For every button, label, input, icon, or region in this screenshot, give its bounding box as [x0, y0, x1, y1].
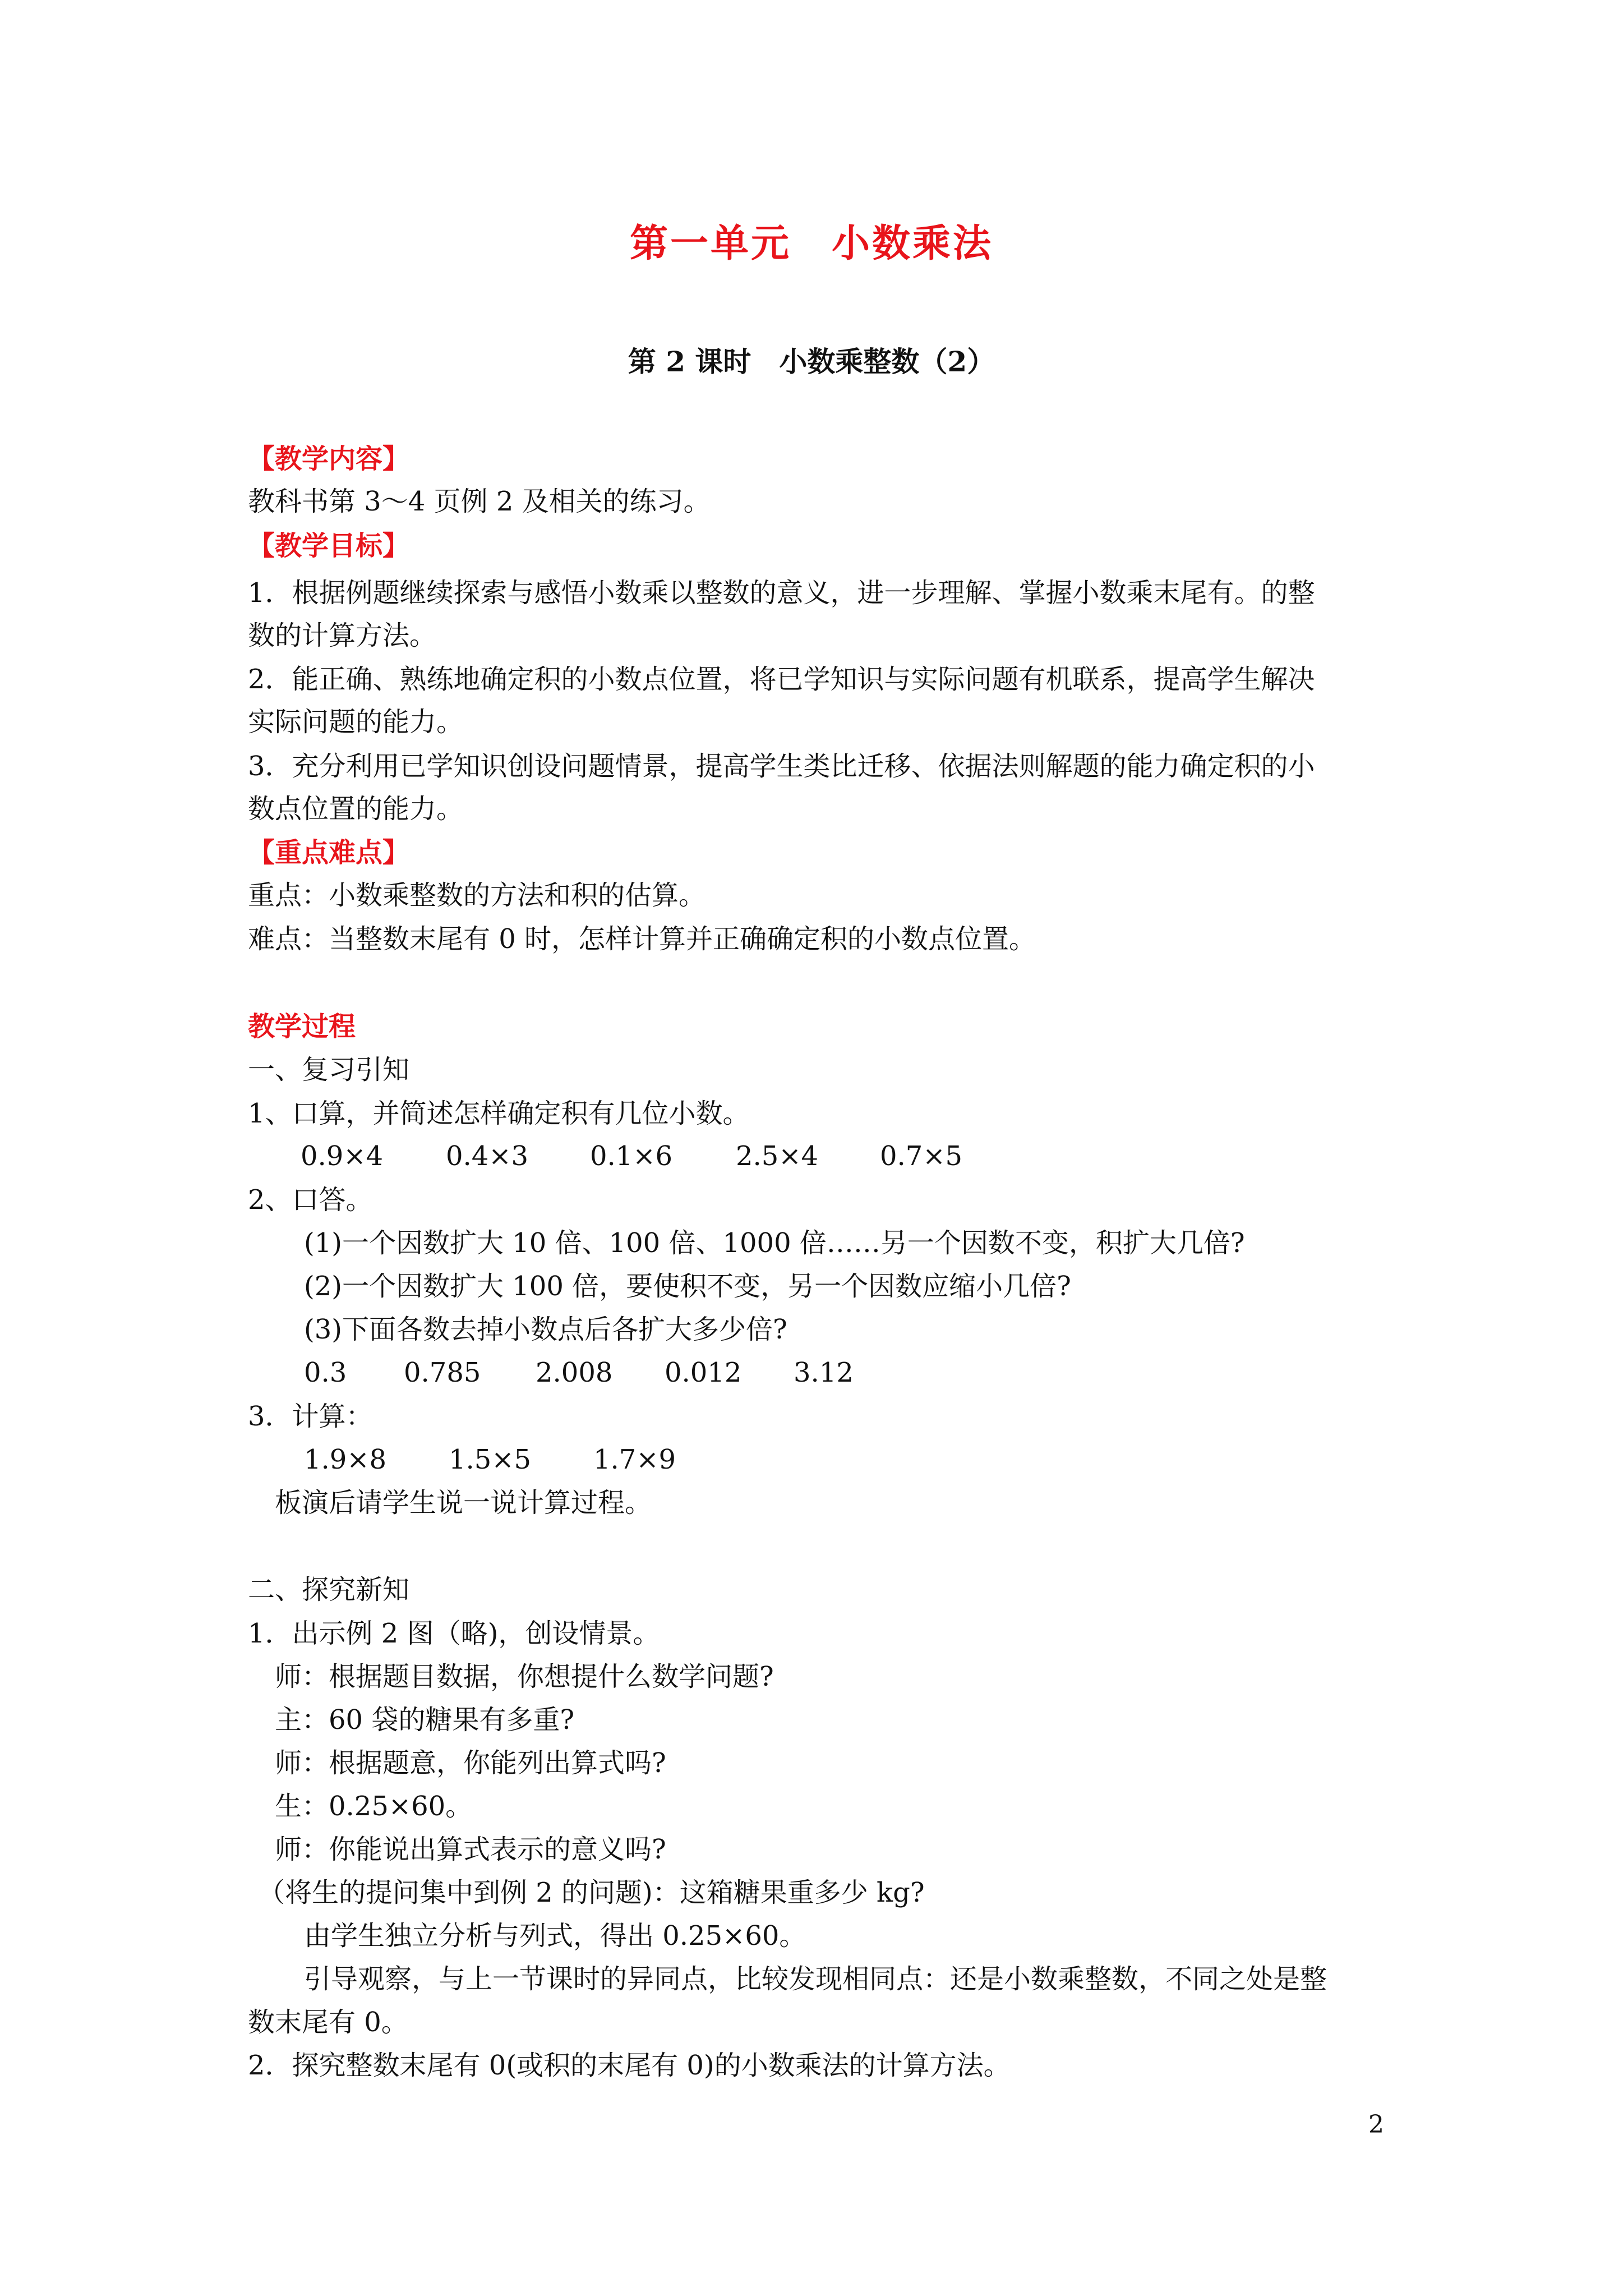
content-text: 教科书第 3～4 页例 2 及相关的练习。 — [248, 486, 711, 517]
page-number: 2 — [1368, 2110, 1384, 2139]
goal-3-line-1: 3．充分利用已学知识创设问题情景，提高学生类比迁移、依据法则解题的能力确定积的小 — [248, 751, 1315, 782]
q2-sub-1: (1)一个因数扩大 10 倍、100 倍、1000 倍……另一个因数不变，积扩大几倍? — [304, 1227, 1245, 1259]
dialog-student-1: 主：60 袋的糖果有多重? — [275, 1704, 575, 1736]
q1-item-1: 0.9×4 — [301, 1140, 384, 1172]
q1-item-4: 2.5×4 — [736, 1140, 819, 1172]
goals-heading: 【教学目标】 — [248, 530, 410, 562]
q2-item-3: 2.008 — [536, 1357, 613, 1388]
explore-1: 1．出示例 2 图（略)，创设情景。 — [248, 1618, 660, 1649]
key-point-text: 重点：小数乘整数的方法和积的估算。 — [248, 880, 706, 911]
q3-item-1: 1.9×8 — [304, 1444, 387, 1475]
q2-sub-2: (2)一个因数扩大 100 倍，要使积不变，另一个因数应缩小几倍? — [304, 1271, 1071, 1302]
goal-1-line-2: 数的计算方法。 — [248, 620, 437, 651]
q1-item-5: 0.7×5 — [880, 1140, 963, 1172]
question-2: 2、口答。 — [248, 1184, 373, 1216]
q2-item-2: 0.785 — [404, 1357, 481, 1388]
focus-question: （将生的提问集中到例 2 的问题)：这箱糖果重多少 kg? — [258, 1877, 925, 1908]
lesson-subtitle: 第 2 课时 小数乘整数（2） — [628, 345, 995, 378]
q2-sub-3: (3)下面各数去掉小数点后各扩大多少倍? — [304, 1314, 787, 1345]
question-3: 3．计算： — [248, 1401, 373, 1432]
dialog-teacher-3: 师：你能说出算式表示的意义吗? — [275, 1834, 666, 1865]
key-points-heading: 【重点难点】 — [248, 837, 410, 868]
q2-item-4: 0.012 — [665, 1357, 742, 1388]
dialog-teacher-2: 师：根据题意，你能列出算式吗? — [275, 1747, 666, 1779]
q2-item-5: 3.12 — [794, 1357, 854, 1388]
dialog-student-2: 生：0.25×60。 — [275, 1791, 473, 1822]
goal-2-line-2: 实际问题的能力。 — [248, 706, 464, 738]
process-heading: 教学过程 — [248, 1011, 356, 1042]
q3-note: 板演后请学生说一说计算过程。 — [275, 1487, 652, 1519]
content-heading: 【教学内容】 — [248, 443, 410, 475]
compare-line-1: 引导观察，与上一节课时的异同点，比较发现相同点：还是小数乘整数，不同之处是整 — [304, 1963, 1327, 1995]
q1-item-2: 0.4×3 — [446, 1140, 529, 1172]
goal-2-line-1: 2．能正确、熟练地确定积的小数点位置，将已学知识与实际问题有机联系，提高学生解决 — [248, 664, 1315, 695]
goal-3-line-2: 数点位置的能力。 — [248, 793, 464, 825]
q3-item-2: 1.5×5 — [449, 1444, 532, 1475]
question-1: 1、口算，并简述怎样确定积有几位小数。 — [248, 1098, 750, 1129]
dialog-teacher-1: 师：根据题目数据，你想提什么数学问题? — [275, 1661, 774, 1692]
explore-2: 2．探究整数末尾有 0(或积的末尾有 0)的小数乘法的计算方法。 — [248, 2050, 1011, 2081]
unit-title: 第一单元 小数乘法 — [629, 221, 993, 266]
difficulty-text: 难点：当整数末尾有 0 时，怎样计算并正确确定积的小数点位置。 — [248, 923, 1036, 955]
explore-title: 二、探究新知 — [248, 1574, 410, 1605]
q1-item-3: 0.1×6 — [590, 1140, 673, 1172]
q3-item-3: 1.7×9 — [593, 1444, 676, 1475]
analysis-text: 由学生独立分析与列式，得出 0.25×60。 — [304, 1920, 806, 1952]
compare-line-2: 数末尾有 0。 — [248, 2007, 408, 2038]
review-title: 一、复习引知 — [248, 1054, 410, 1085]
q2-item-1: 0.3 — [304, 1357, 347, 1388]
goal-1-line-1: 1．根据例题继续探索与感悟小数乘以整数的意义，进一步理解、掌握小数乘末尾有。的整 — [248, 577, 1315, 609]
